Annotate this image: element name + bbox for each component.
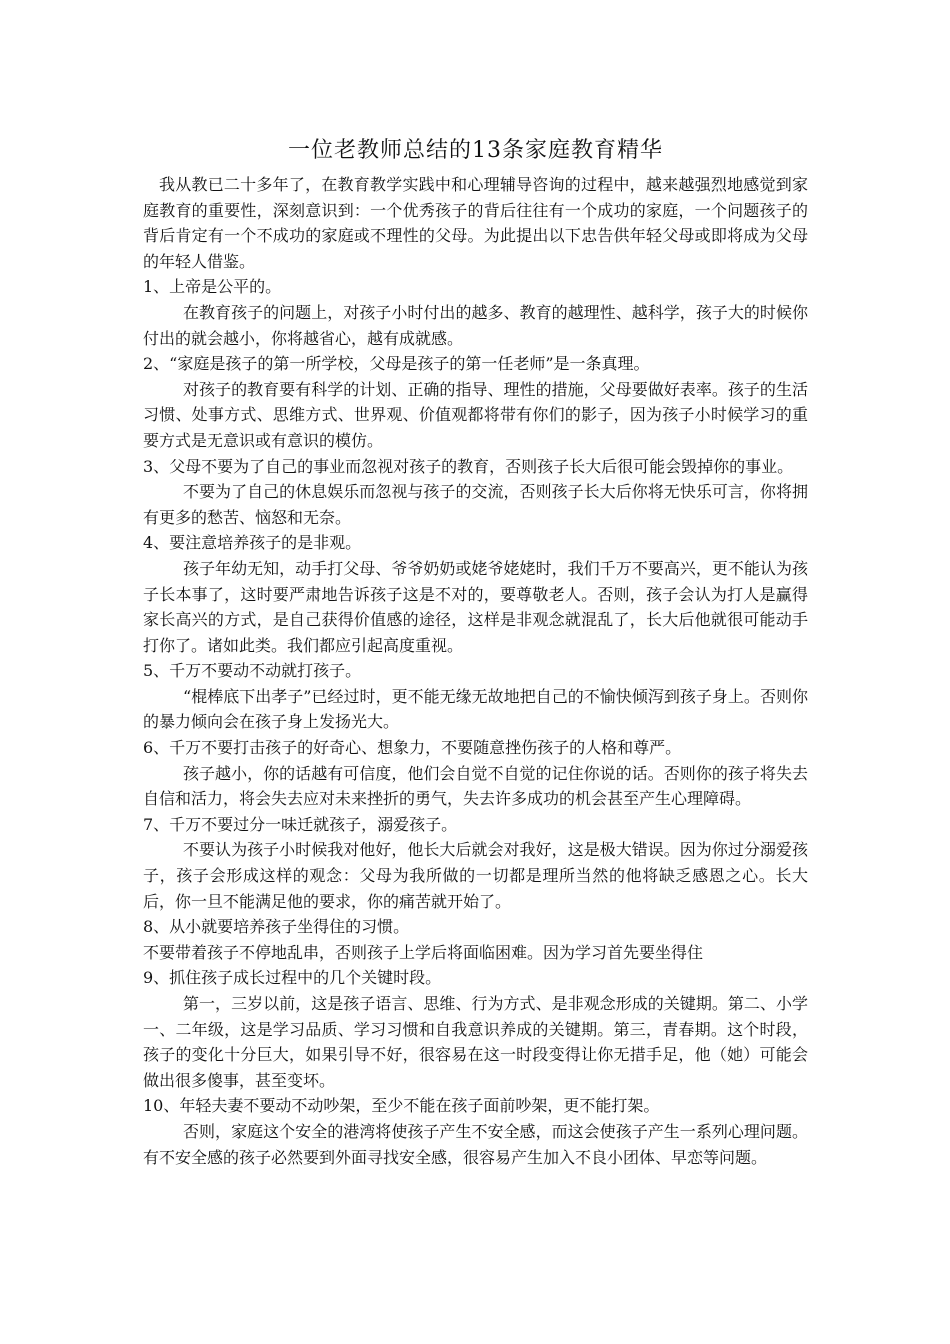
- section-10-body: 否则，家庭这个安全的港湾将使孩子产生不安全感，而这会使孩子产生一系列心理问题。有不安全感的孩子必然要到外面寻找安全感，很容易产生加入不良小团体、早恋等问题。: [143, 1121, 808, 1167]
- section-8-body: 不要带着孩子不停地乱串，否则孩子上学后将面临困难。因为学习首先要坐得住: [143, 942, 704, 962]
- section-10-heading: 10、年轻夫妻不要动不动吵架，至少不能在孩子面前吵架，更不能打架。: [143, 1096, 660, 1116]
- section-5-body: “棍棒底下出孝子”已经过时，更不能无缘无故地把自己的不愉快倾泻到孩子身上。否则你的暴力倾向会在孩子身上发扬光大。: [143, 686, 808, 732]
- section-3-body: 不要为了自己的休息娱乐而忽视与孩子的交流，否则孩子长大后你将无快乐可言，你将拥有更多的愁苦、恼怒和无奈。: [143, 482, 808, 527]
- section-4-body: 孩子年幼无知，动手打父母、爷爷奶奶或姥爷姥姥时，我们千万不要高兴，更不能认为孩子长本事了，这时要严肃地告诉孩子这是不对的，要尊敬老人。否则，孩子会认为打人是赢得家长高兴的方式，是自己获得价值感的途径，这样是非观念就混乱了，长大后他就很可能动手打你了。诸如此类。我们都应引起高度重视。: [143, 558, 808, 655]
- section-2-heading: 2、“家庭是孩子的第一所学校，父母是孩子的第一任老师”是一条真理。: [143, 354, 650, 374]
- intro-paragraph: 我从教已二十多年了，在教育教学实践中和心理辅导咨询的过程中，越来越强烈地感觉到家庭教育的重要性，深刻意识到：一个优秀孩子的背后往往有一个成功的家庭，一个问题孩子的背后肯定有一个不成功的家庭或不理性的父母。为此提出以下忠告供年轻父母或即将成为父母的年轻人借鉴。: [143, 175, 808, 271]
- section-7-heading: 7、千万不要过分一味迁就孩子，溺爱孩子。: [143, 814, 458, 834]
- section-5-heading: 5、千万不要动不动就打孩子。: [143, 661, 362, 681]
- section-1-body: 在教育孩子的问题上，对孩子小时付出的越多、教育的越理性、越科学，孩子大的时候你付出的就会越小，你将越省心，越有成就感。: [143, 302, 808, 348]
- section-4-heading: 4、要注意培养孩子的是非观。: [143, 533, 362, 553]
- section-9-body: 第一，三岁以前，这是孩子语言、思维、行为方式、是非观念形成的关键期。第二、小学一、二年级，这是学习品质、学习习惯和自我意识养成的关键期。第三，青春期。这个时段，孩子的变化十分巨大，如果引导不好，很容易在这一时段变得让你无措手足，他（她）可能会做出很多傻事，甚至变坏。: [143, 994, 808, 1090]
- document-page: [143, 136, 808, 1170]
- section-9-heading: 9、抓住孩子成长过程中的几个关键时段。: [143, 968, 442, 988]
- document-title: 一位老教师总结的13条家庭教育精华: [288, 138, 663, 163]
- section-6-body: 孩子越小，你的话越有可信度，他们会自觉不自觉的记住你说的话。否则你的孩子将失去自信和活力，将会失去应对未来挫折的勇气，失去许多成功的机会甚至产生心理障碍。: [143, 763, 808, 809]
- section-1-heading: 1、上帝是公平的。: [143, 277, 282, 297]
- section-3-heading: 3、父母不要为了自己的事业而忽视对孩子的教育，否则孩子长大后很可能会毁掉你的事业。: [143, 456, 794, 476]
- section-2-body: 对孩子的教育要有科学的计划、正确的指导、理性的措施，父母要做好表率。孩子的生活习惯、处事方式、思维方式、世界观、价值观都将带有你们的影子，因为孩子小时候学习的重要方式是无意识或有意识的模仿。: [143, 379, 808, 450]
- section-7-body: 不要认为孩子小时候我对他好，他长大后就会对我好，这是极大错误。因为你过分溺爱孩子，孩子会形成这样的观念：父母为我所做的一切都是理所当然的他将缺乏感恩之心。长大后，你一旦不能满足他的要求，你的痛苦就开始了。: [143, 840, 808, 911]
- section-8-heading: 8、从小就要培养孩子坐得住的习惯。: [143, 917, 410, 937]
- section-6-heading: 6、千万不要打击孩子的好奇心、想象力，不要随意挫伤孩子的人格和尊严。: [143, 738, 682, 758]
